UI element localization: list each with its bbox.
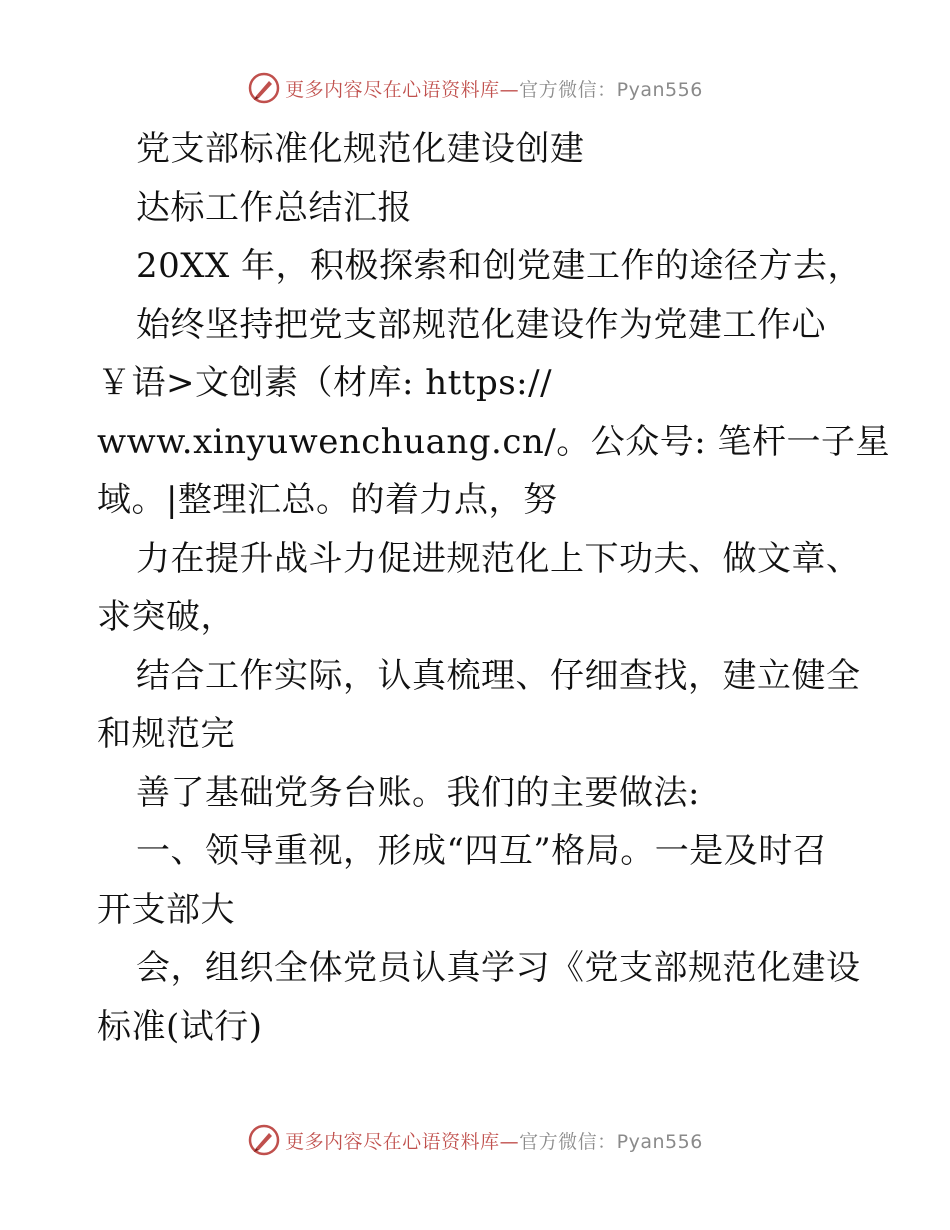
doc-paragraph-line: 标准(试行) [97,1006,263,1047]
doc-paragraph-line: 域。|整理汇总。的着力点，努 [97,480,558,520]
doc-title-line-2: 达标工作总结汇报 [136,187,412,228]
doc-title-line-1: 党支部标准化规范化建设创建 [136,129,585,169]
header-banner [0,66,950,110]
doc-paragraph-line: 和规范完 [97,714,235,754]
banner-text: 更多内容尽在心语资料库—官方微信：Pyan556 [285,1130,703,1153]
doc-paragraph-line: 开支部大 [97,889,235,930]
banner-text: 更多内容尽在心语资料库—官方微信：Pyan556 [285,78,703,101]
footer-banner [0,1118,950,1162]
doc-section-heading-line: 一、领导重视，形成“四互”格局。一是及时召 [136,831,828,871]
doc-paragraph-line: 始终坚持把党支部规范化建设作为党建工作心 [136,304,826,345]
doc-paragraph-line: www.xinyuwenchuang.cn/。公众号: 笔杆一子星 [97,421,890,462]
doc-paragraph-line: 求突破， [97,597,235,637]
doc-paragraph-line: 力在提升战斗力促进规范化上下功夫、做文章、 [136,538,861,579]
doc-paragraph-line: 结合工作实际，认真梳理、仔细查找，建立健全 [136,655,861,696]
doc-paragraph-line: ￥语>文创素（材库: https:// [97,363,553,403]
doc-paragraph-line: 善了基础党务台账。我们的主要做法: [136,772,700,813]
pen-circle-logo-icon [247,71,281,105]
pen-circle-logo-icon [247,1123,281,1157]
doc-paragraph-line: 20XX 年，积极探索和创党建工作的途径方去， [136,246,862,286]
doc-paragraph-line: 会，组织全体党员认真学习《党支部规范化建设 [136,948,861,988]
document-body [97,120,897,1056]
